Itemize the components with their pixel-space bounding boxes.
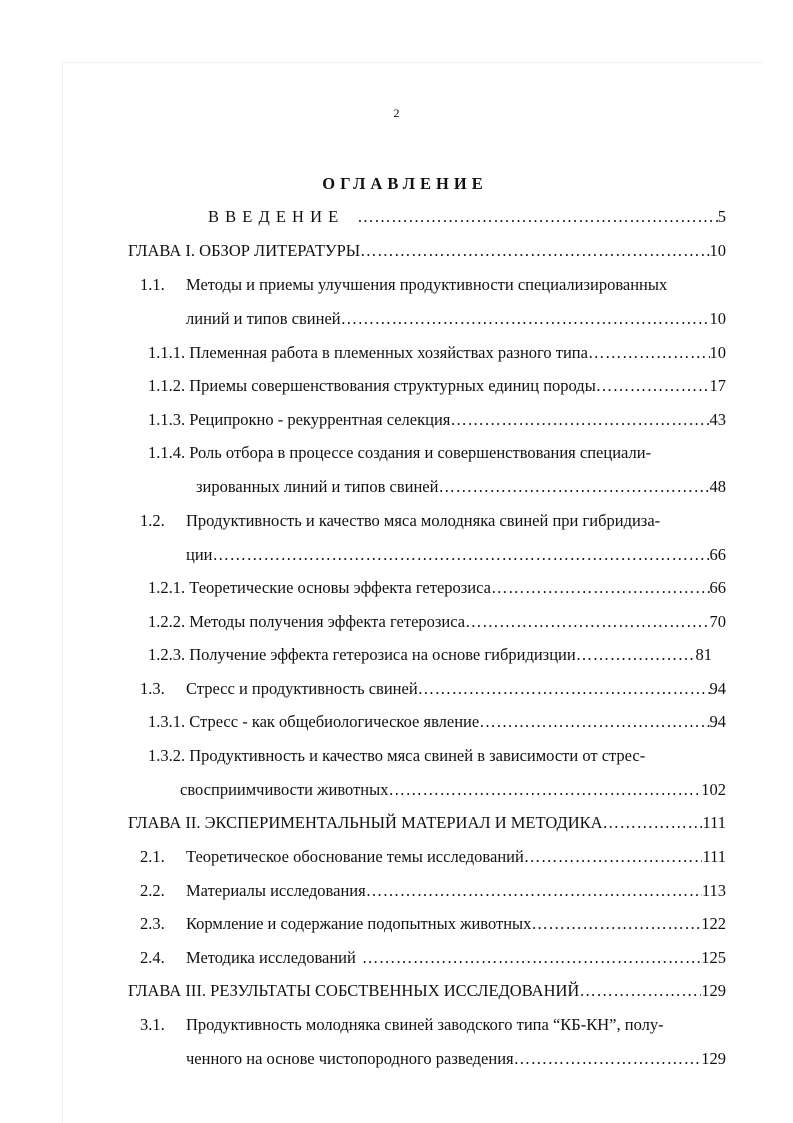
toc-title: ОГЛАВЛЕНИЕ: [322, 174, 488, 193]
toc-entry-page: 125: [701, 948, 726, 967]
dot-leader: [357, 206, 718, 228]
toc-entry-page: 81: [695, 645, 712, 664]
toc-entry-label: 1.2.: [140, 511, 165, 530]
dot-leader: [479, 711, 709, 733]
toc-entry-continuation: свосприимчивости животных: [180, 780, 389, 799]
toc-entry-label: 2.3.: [140, 914, 165, 933]
toc-entry-text: Стресс и продуктивность свиней: [186, 679, 418, 698]
dot-leader: [362, 947, 701, 969]
toc-entry-text: 1.1.2. Приемы совершенствования структурных единиц породы: [148, 376, 596, 395]
toc-entry-section-1-1-3[interactable]: [148, 409, 726, 431]
toc-entry-text: Теоретическое обоснование темы исследований: [186, 847, 524, 866]
dot-leader: [366, 880, 702, 902]
toc-entry-section-3-1[interactable]: [186, 1048, 726, 1070]
toc-entry-page: 5: [717, 207, 726, 226]
dot-leader: [360, 240, 709, 262]
toc-entry-page: 10: [709, 309, 726, 328]
toc-entry-page: 43: [709, 410, 726, 429]
dot-leader: [531, 913, 701, 935]
dot-leader: [418, 678, 710, 700]
toc-entry-section-2-1[interactable]: [186, 846, 726, 868]
toc-entry-section-1-2-3[interactable]: [148, 644, 712, 666]
toc-entry-text: В В Е Д Е Н И Е: [208, 207, 340, 226]
toc-entry-text: ГЛАВА III. РЕЗУЛЬТАТЫ СОБСТВЕННЫХ ИССЛЕДОВАНИЙ: [128, 981, 580, 1000]
toc-entry-text: Кормление и содержание подопытных животных: [186, 914, 532, 933]
page-number: 2: [393, 106, 400, 120]
toc-entry-page: 94: [709, 712, 726, 731]
toc-entry-page: 113: [701, 881, 726, 900]
toc-entry-page: 48: [709, 477, 726, 496]
toc-entry-page: 102: [701, 780, 726, 799]
toc-entry-text: Методика исследований: [186, 948, 356, 967]
toc-entry-text: 1.1.3. Реципрокно - рекуррентная селекция: [148, 410, 451, 429]
toc-entry-page: 129: [701, 1049, 726, 1068]
toc-entry-section-1-1-2[interactable]: [148, 375, 726, 397]
dot-leader: [514, 1048, 702, 1070]
toc-entry-page: 129: [701, 981, 726, 1000]
dot-leader: [438, 476, 709, 498]
toc-entry-text[interactable]: Продуктивность молодняка свиней заводского типа “КБ-КН”, полу-: [186, 1015, 664, 1034]
toc-entry-section-1-3-1[interactable]: [148, 711, 726, 733]
toc-entry-page: 94: [709, 679, 726, 698]
dot-leader: [596, 375, 710, 397]
toc-entry-section-1-2-1[interactable]: [148, 577, 726, 599]
dot-leader: [388, 779, 701, 801]
toc-entry-continuation: ченного на основе чистопородного разведения: [186, 1049, 514, 1068]
toc-entry-text: ГЛАВА I. ОБЗОР ЛИТЕРАТУРЫ: [128, 241, 361, 260]
toc-entry-label: 2.1.: [140, 847, 165, 866]
toc-entry-section-1-2[interactable]: [186, 544, 726, 566]
toc-entry-label: 1.1.: [140, 275, 165, 294]
toc-entry-label: 2.2.: [140, 881, 165, 900]
toc-entry-section-2-3[interactable]: [186, 913, 726, 935]
toc-entry-label: 3.1.: [140, 1015, 165, 1034]
toc-entry-page: 10: [709, 343, 726, 362]
toc-entry-text[interactable]: 1.3.2. Продуктивность и качество мяса свиней в зависимости от стрес-: [148, 746, 646, 765]
toc-entry-section-2-2[interactable]: [186, 880, 726, 902]
toc-entry-continuation: зированных линий и типов свиней: [196, 477, 439, 496]
toc-entry-section-1-3[interactable]: [186, 678, 726, 700]
toc-entry-continuation: линий и типов свиней: [186, 309, 341, 328]
toc-entry-text: ГЛАВА II. ЭКСПЕРИМЕНТАЛЬНЫЙ МАТЕРИАЛ И МЕТОДИКА: [128, 813, 603, 832]
dot-leader: [465, 611, 709, 633]
toc-entry-page: 66: [709, 578, 726, 597]
toc-entry-page: 122: [701, 914, 726, 933]
toc-entry-label: 2.4.: [140, 948, 165, 967]
toc-entry-page: 111: [702, 847, 726, 866]
dot-leader: [579, 980, 701, 1002]
toc-entry-section-1-2-2[interactable]: [148, 611, 726, 633]
toc-entry-text: 1.3.1. Стресс - как общебиологическое явление: [148, 712, 480, 731]
toc-entry-introduction[interactable]: [208, 206, 726, 228]
toc-entry-section-1-1-1[interactable]: [148, 342, 726, 364]
toc-entry-continuation: ции: [186, 545, 213, 564]
dot-leader: [450, 409, 709, 431]
dot-leader: [524, 846, 703, 868]
toc-entry-chapter-2[interactable]: [128, 812, 726, 834]
toc-entry-text: Материалы исследования: [186, 881, 366, 900]
toc-entry-text: 1.2.1. Теоретические основы эффекта гетерозиса: [148, 578, 491, 597]
toc-entry-text: 1.2.3. Получение эффекта гетерозиса на основе гибридизции: [148, 645, 576, 664]
toc-entry-section-1-1-4[interactable]: [196, 476, 726, 498]
dot-leader: [588, 342, 710, 364]
toc-entry-chapter-1[interactable]: [128, 240, 726, 262]
toc-entry-page: 10: [709, 241, 726, 260]
dot-leader: [576, 644, 696, 666]
toc-entry-text[interactable]: Методы и приемы улучшения продуктивности специализированных: [186, 275, 668, 294]
toc-entry-chapter-3[interactable]: [128, 980, 726, 1002]
toc-entry-text: 1.1.1. Племенная работа в племенных хозяйствах разного типа: [148, 343, 588, 362]
toc-entry-page: 70: [709, 612, 726, 631]
dot-leader: [341, 308, 710, 330]
toc-entry-text: 1.2.2. Методы получения эффекта гетерозиса: [148, 612, 466, 631]
toc-entry-label: 1.3.: [140, 679, 165, 698]
dot-leader: [491, 577, 710, 599]
toc-entry-page: 111: [702, 813, 726, 832]
toc-entry-section-1-1[interactable]: [186, 308, 726, 330]
toc-entry-section-1-3-2[interactable]: [180, 779, 726, 801]
toc-entry-text[interactable]: Продуктивность и качество мяса молодняка свиней при гибридиза-: [186, 511, 661, 530]
toc-entry-section-2-4[interactable]: [186, 947, 726, 969]
toc-entry-page: 17: [709, 376, 726, 395]
toc-entry-text[interactable]: 1.1.4. Роль отбора в процессе создания и совершенствования специали-: [148, 443, 652, 462]
dot-leader: [213, 544, 710, 566]
toc-entry-page: 66: [709, 545, 726, 564]
dot-leader: [603, 812, 703, 834]
